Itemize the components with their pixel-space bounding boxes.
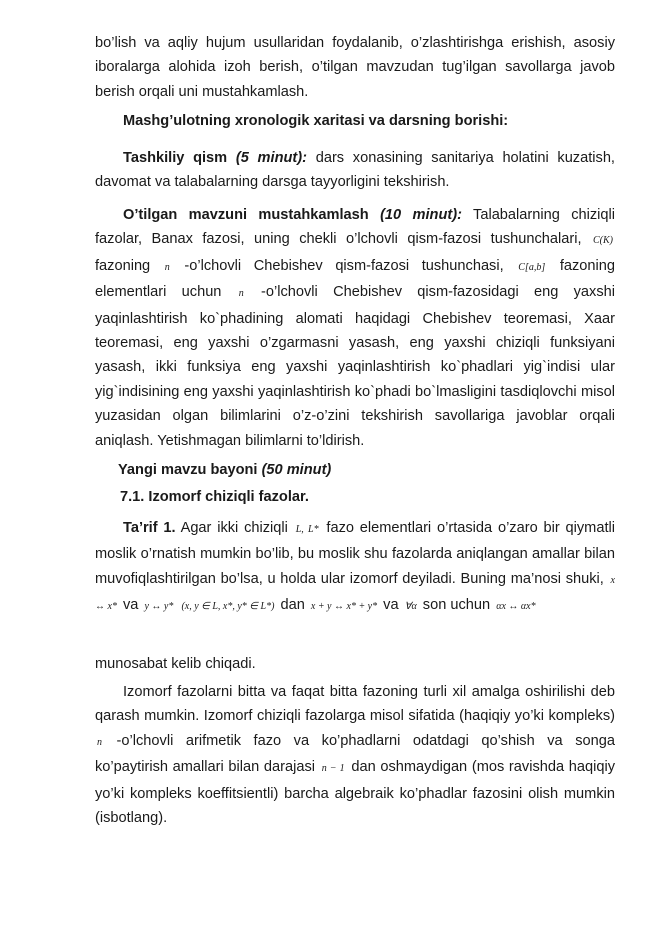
formula-cab: C[a,b] <box>518 261 546 273</box>
new-topic-heading <box>118 462 331 478</box>
izomorf-text-1: Izomorf fazolarni bitta va faqat bitta fazoning turli xil amalga oshirilishi deb qarash mumkin. Izomorf chiziqli fazolarga misol sifatida (haqiqiy yo’ki kompleks) <box>95 684 615 725</box>
formula-ck: C(K) <box>593 235 613 247</box>
formula-sum-map: x + y ↔ x* + y* <box>310 601 378 613</box>
definition-text-1: Agar ikki chiziqli <box>175 520 294 536</box>
otilgan-text-5: -o’lchovli Chebishev qism-fazosidagi eng yaxshi yaqinlashtirish ko`phadining alomati haqidagi Chebishev teoremasi, Xaar teoremasi, eng yaxshi o’zgarmasni yasash, eng yaxshi chiziqli funksiyani yasash, ikki funksiya eng yaxshi yaqinlashtirish ko`phadlari yig`indisi ular yig`indisining eng yaxshi yaqinlashtirish ko`phadi bo`lmasligini tasdiqlovchi misol yuzasidan olgan bilimlarini o’z-o’zini tekshirish savollariga javoblar orqali aniqlash. Yetishmagan bilimlarni to’ldirish. <box>95 284 615 449</box>
definition-paragraph <box>95 516 615 620</box>
tashkiliy-text: dars xonasining sanitariya holatini kuzatish, davomat va talabalarning darsga tayyorligini tekshirish. <box>95 150 615 191</box>
definition-label: Ta’rif 1. <box>123 520 176 536</box>
formula-n-2: n <box>238 288 244 300</box>
otilgan-time: (10 minut): <box>380 207 462 223</box>
otilgan-label: O’tilgan mavzuni mustahkamlash <box>123 207 369 223</box>
formula-l-lstar: L, L* <box>295 524 319 535</box>
formula-n: n <box>164 261 170 273</box>
section-heading: 7.1. Izomorf chiziqli fazolar. <box>120 489 309 505</box>
otilgan-text-1: Talabalarning chiziqli fazolar, Banax fazosi, uning chekli o’lchovli qism-fazosi tushunchalari, <box>95 207 615 248</box>
definition-text-4: dan <box>276 597 309 614</box>
otilgan-paragraph <box>95 203 615 453</box>
formula-membership: (x, y ∈ L, x*, y* ∈ L*) <box>181 601 275 613</box>
munosabat-line: munosabat kelib chiqadi. <box>95 656 256 672</box>
otilgan-text-2: fazoning <box>95 257 163 274</box>
definition-text-6: son uchun <box>418 597 495 614</box>
tashkiliy-label: Tashkiliy qism <box>123 150 228 166</box>
chronology-heading: Mashg’ulotning xronologik xaritasi va darsning borishi: <box>123 113 509 129</box>
formula-n-3: n <box>97 736 102 748</box>
izomorf-text-3: dan oshmaydigan (mos ravishda haqiqiy yo’ki kompleks koeffitsientli) barcha algebraik ko’phadlar fazosini olish mumkin (isbotlang). <box>95 759 616 827</box>
formula-n-minus-1: n − 1 <box>321 763 345 775</box>
otilgan-text-3: -o’lchovli Chebishev qism-fazosi tushunchasi, <box>171 257 504 274</box>
definition-text-2: fazo elementlari o’rtasida o’zaro bir qiymatli moslik o’rnatish mumkin bo’lib, bu moslik shu fazolarda aniqlangan amallar bilan muvofiqlashtirilgan bo’lsa, u holda ular izomorf deyiladi. Buning ma’nosi shuki, <box>95 520 615 587</box>
izomorf-text-2: -o’lchovli arifmetik fazo va ko’phadlarni odatdagi qo’shish va songa ko’paytirish amallari bilan darajasi <box>95 732 615 776</box>
tashkiliy-paragraph <box>95 146 615 195</box>
formula-y-map: y ↔ y* <box>144 601 174 613</box>
new-topic-label: Yangi mavzu bayoni <box>118 462 258 478</box>
new-topic-time: (50 minut) <box>261 462 332 478</box>
definition-text-5: va <box>379 597 399 614</box>
izomorf-paragraph <box>95 680 615 830</box>
formula-forall-alpha: ∀α <box>404 601 417 613</box>
formula-scalar-map: αx ↔ αx* <box>496 601 536 613</box>
intro-paragraph: bo’lish va aqliy hujum usullaridan foydalanib, o’zlashtirishga erishish, asosiy iboralarga alohida izoh berish, o’tilgan mavzudan tug’ilgan savollarga javob berish orqali uni mustahkamlash. <box>95 35 615 100</box>
tashkiliy-time: (5 minut): <box>235 150 307 166</box>
definition-text-3: va <box>118 597 143 614</box>
formula-x-map: x ↔ x* <box>95 574 615 613</box>
otilgan-text-4: fazoning elementlari uchun <box>95 257 615 301</box>
